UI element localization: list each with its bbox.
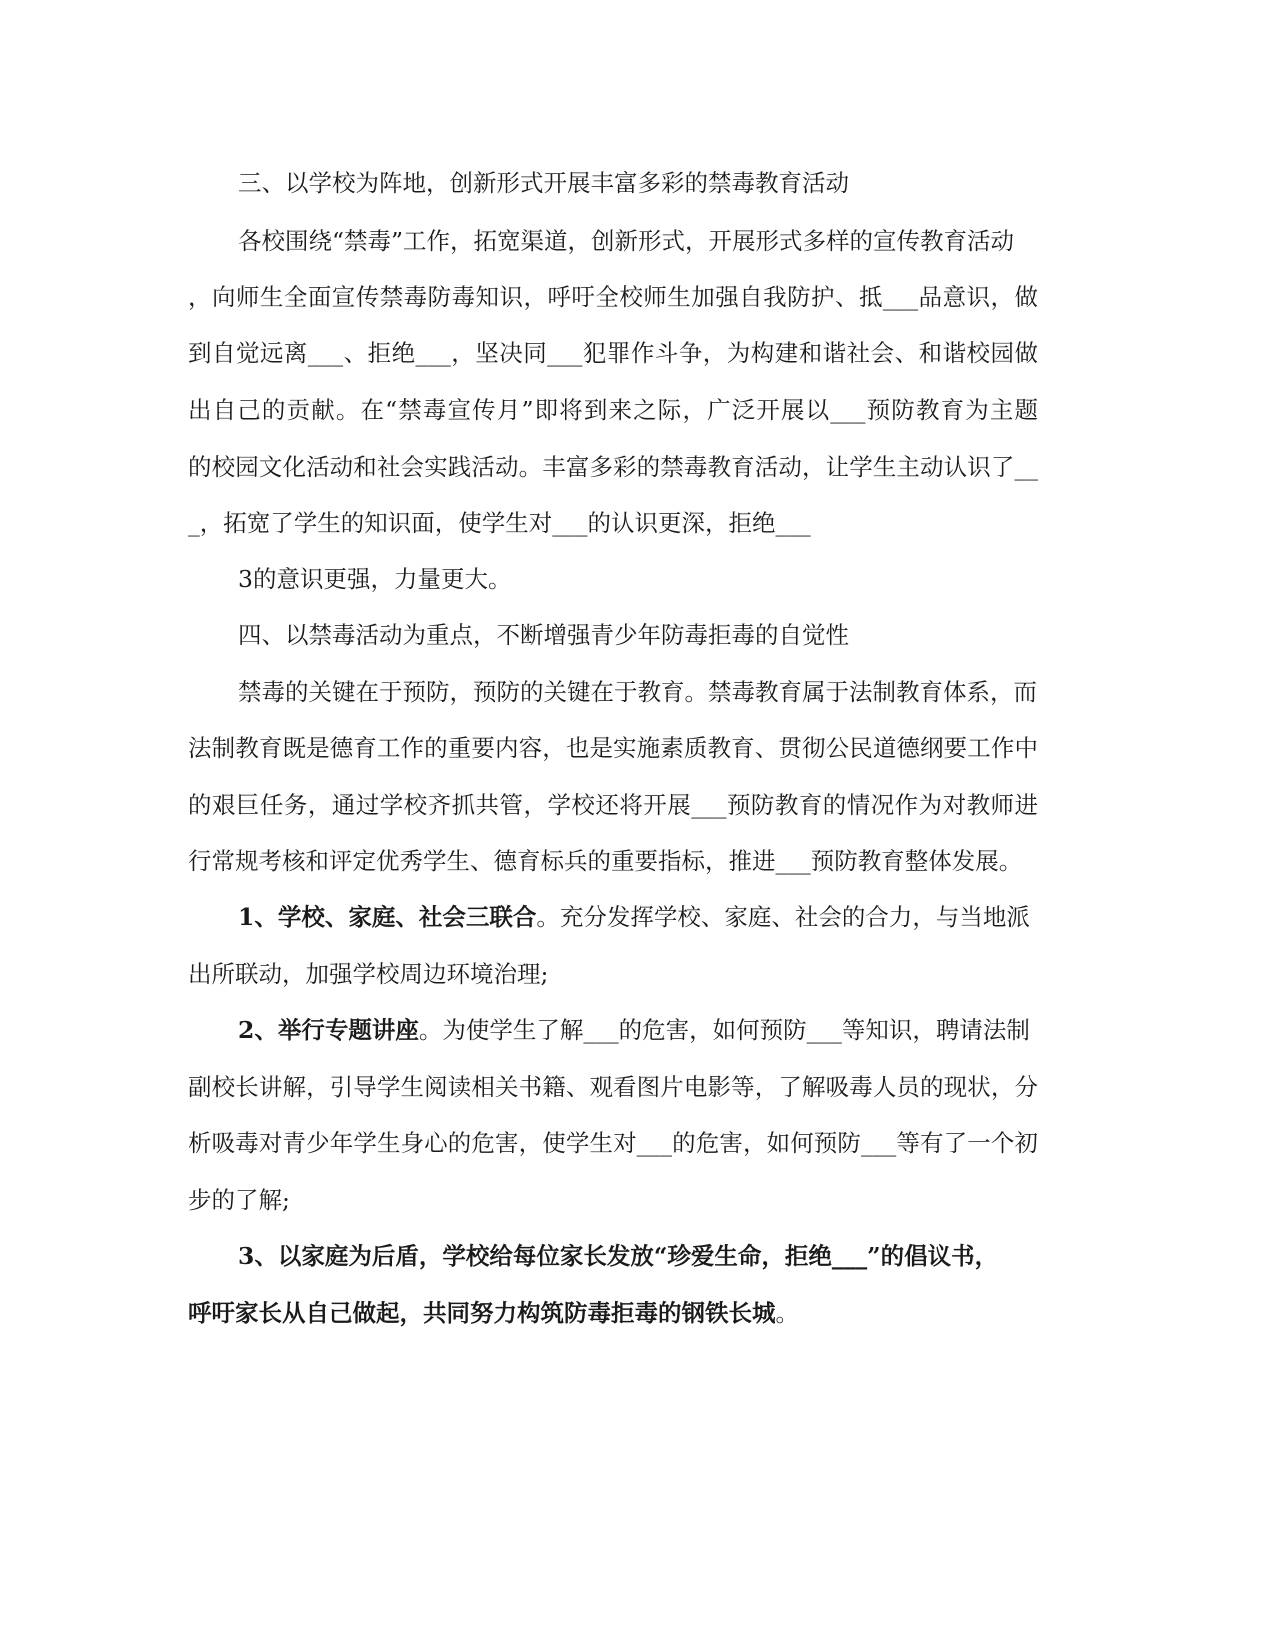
para1-line2: ，向师生全面宣传禁毒防毒知识，呼吁全校师生加强自我防护、抵___品意识，做 xyxy=(188,283,1038,311)
item2-line1 xyxy=(238,1015,1038,1045)
para1-line6: _，拓宽了学生的知识面，使学生对___的认识更深，拒绝___ xyxy=(188,509,811,537)
item1-title: 1、学校、家庭、社会三联合 xyxy=(238,903,537,931)
para1-line3: 到自觉远离___、拒绝___，坚决同___犯罪作斗争，为构建和谐社会、和谐校园做 xyxy=(188,339,1038,367)
section4-heading: 四、以禁毒活动为重点，不断增强青少年防毒拒毒的自觉性 xyxy=(238,621,849,649)
section3-heading: 三、以学校为阵地，创新形式开展丰富多彩的禁毒教育活动 xyxy=(238,169,849,197)
para1-line1: 各校围绕“禁毒”工作，拓宽渠道，创新形式，开展形式多样的宣传教育活动 xyxy=(238,227,1015,255)
item1-text: 。充分发挥学校、家庭、社会的合力，与当地派 xyxy=(536,903,1030,931)
item3-line2 xyxy=(188,1298,1088,1328)
item3-line2-end: 。 xyxy=(775,1299,799,1327)
para3-line3: 的艰巨任务，通过学校齐抓共管，学校还将开展___预防教育的情况作为对教师进 xyxy=(188,791,1038,819)
item3-line1: 3、以家庭为后盾，学校给每位家长发放“珍爱生命，拒绝___”的倡议书， xyxy=(238,1242,999,1270)
item2-line2: 副校长讲解，引导学生阅读相关书籍、观看图片电影等，了解吸毒人员的现状，分 xyxy=(188,1073,1038,1101)
para3-line2: 法制教育既是德育工作的重要内容，也是实施素质教育、贯彻公民道德纲要工作中 xyxy=(188,734,1038,762)
item3-line2-bold: 呼吁家长从自己做起，共同努力构筑防毒拒毒的钢铁长城 xyxy=(188,1299,776,1327)
para3-line1: 禁毒的关键在于预防，预防的关键在于教育。禁毒教育属于法制教育体系，而 xyxy=(238,678,1037,706)
item1-line1 xyxy=(238,902,1038,932)
item1-line2: 出所联动，加强学校周边环境治理; xyxy=(188,960,549,988)
para2-line: 3的意识更强，力量更大。 xyxy=(238,565,512,593)
item2-line4: 步的了解; xyxy=(188,1186,290,1214)
item2-text: 。为使学生了解___的危害，如何预防___等知识，聘请法制 xyxy=(418,1016,1030,1044)
item2-line3: 析吸毒对青少年学生身心的危害，使学生对___的危害，如何预防___等有了一个初 xyxy=(188,1129,1038,1157)
para3-line4: 行常规考核和评定优秀学生、德育标兵的重要指标，推进___预防教育整体发展。 xyxy=(188,847,1023,875)
para1-line5: 的校园文化活动和社会实践活动。丰富多彩的禁毒教育活动，让学生主动认识了__ xyxy=(188,453,1038,481)
item2-title: 2、举行专题讲座 xyxy=(238,1016,419,1044)
para1-line4: 出自己的贡献。在“禁毒宣传月”即将到来之际，广泛开展以___预防教育为主题 xyxy=(188,396,1038,424)
